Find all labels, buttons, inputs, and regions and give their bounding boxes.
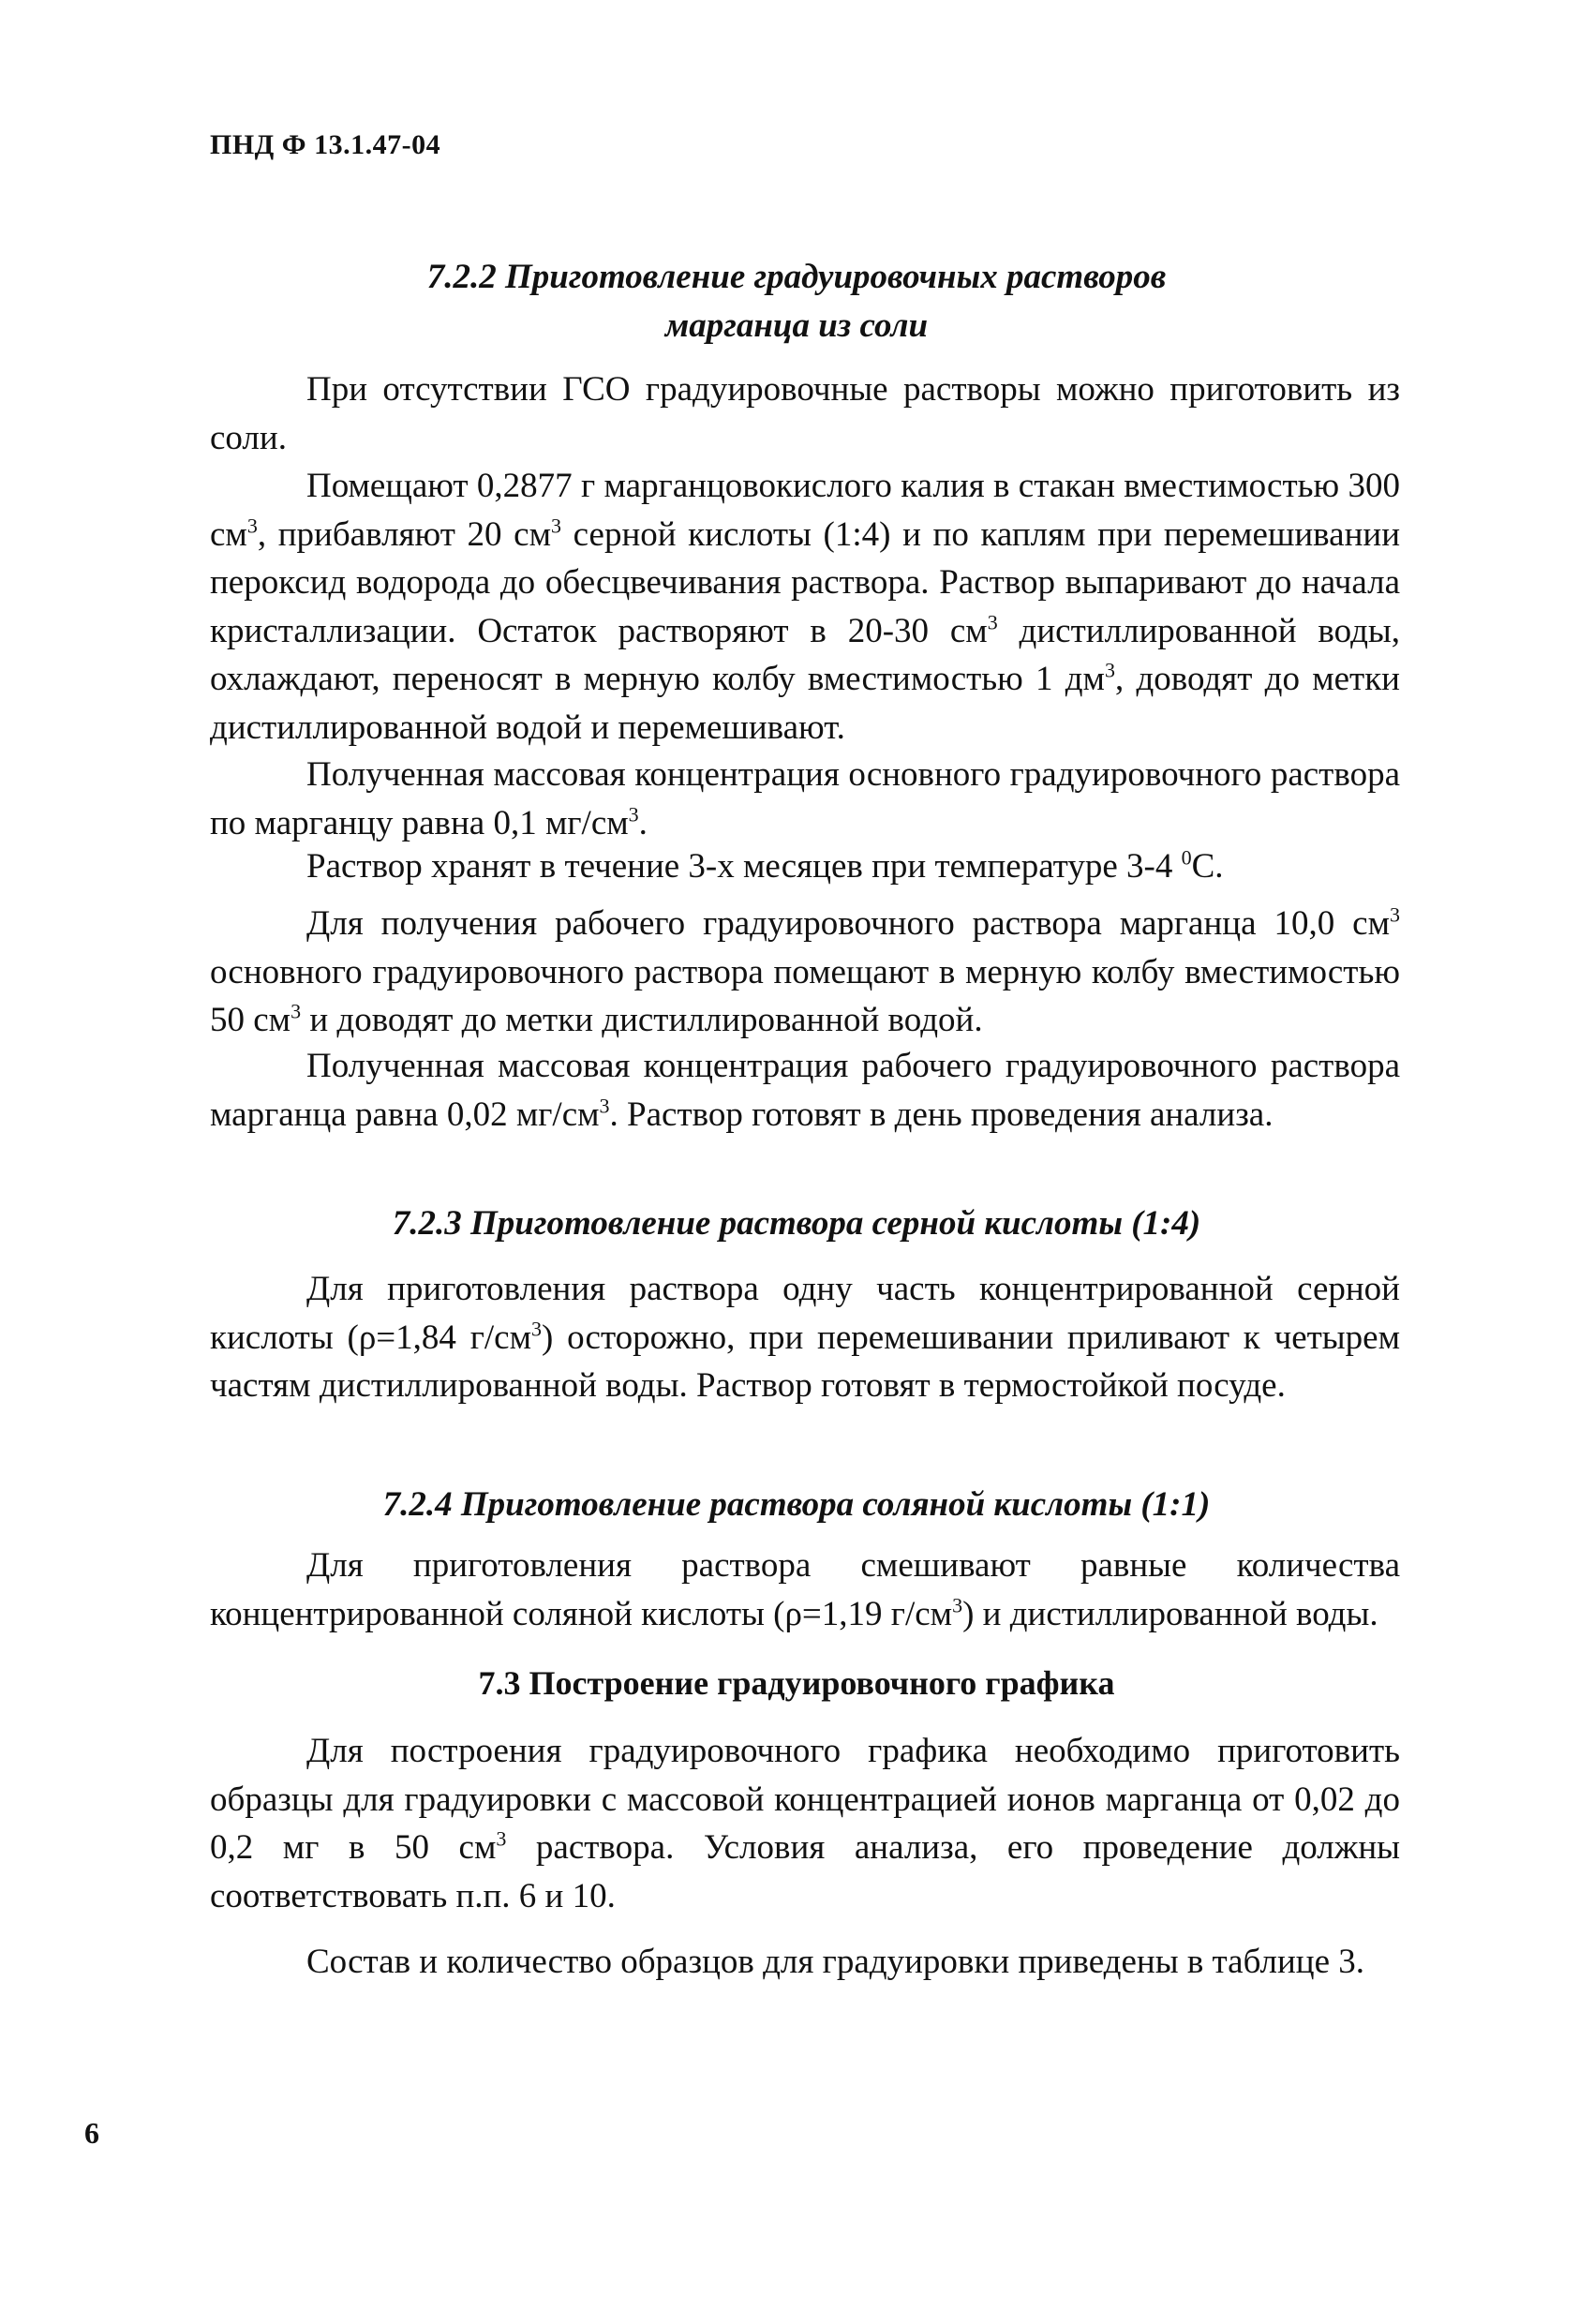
heading-line: 7.2.2 Приготовление градуировочных растворов xyxy=(426,258,1167,296)
heading-line: марганца из соли xyxy=(664,306,929,345)
section-heading-7-2-3: 7.2.3 Приготовление раствора серной кислоты (1:4) xyxy=(392,1204,1201,1243)
paragraph: Для получения рабочего градуировочного раствора марганца 10,0 $см^3$ основного градуировочного раствора помещают в мерную колбу вместимостью 50 $см^3$ и доводят до метки дистиллированной водой. xyxy=(210,902,1400,1039)
paragraph: Полученная массовая концентрация основного градуировочного раствора по марганцу равна 0,1 $мг/см^3$. xyxy=(210,755,1400,842)
paragraph: Для приготовления раствора одну часть концентрированной серной кислоты (ρ=1,84 $г/см^3$) осторожно, при перемешивании приливают к четырем частям дистиллированной воды. Раствор готовят в термостойкой посуде. xyxy=(210,1270,1400,1405)
section-heading-7-2-2 xyxy=(187,253,1406,350)
document-code: ПНД Ф 13.1.47-04 xyxy=(210,129,441,160)
paragraph: Полученная массовая концентрация рабочего градуировочного раствора марганца равна 0,02 $мг/см^3$. Раствор готовят в день проведения анализа. xyxy=(210,1047,1400,1134)
paragraph: Помещают 0,2877 г марганцовокислого калия в стакан вместимостью 300 $см^3$, прибавляют 20 $см^3$ серной кислоты (1:4) и по каплям при перемешивании пероксид водорода до обесцвечивания раствора. Раствор выпаривают до начала кристаллизации. Остаток растворяют в 20-30 $см^3$ дистиллированной воды, охлаждают, переносят в мерную колбу вместимостью 1 $дм^3$, доводят до метки дистиллированной водой и перемешивают. xyxy=(210,467,1401,747)
paragraph: При отсутствии ГСО градуировочные растворы можно приготовить из соли. xyxy=(210,370,1400,457)
section-heading-7-3: 7.3 Построение градуировочного графика xyxy=(478,1664,1115,1702)
page-number: 6 xyxy=(84,2116,99,2150)
section-heading-7-2-4: 7.2.4 Приготовление раствора соляной кислоты (1:1) xyxy=(382,1485,1211,1524)
paragraph: Раствор хранят в течение 3-х месяцев при температуре 3-4 $^0$С. xyxy=(306,845,1224,886)
paragraph: Состав и количество образцов для градуировки приведены в таблице 3. xyxy=(306,1943,1364,1981)
paragraph: Для приготовления раствора смешивают равные количества концентрированной соляной кислоты (ρ=1,19 $г/см^3$) и дистиллированной воды. xyxy=(210,1546,1400,1633)
paragraph: Для построения градуировочного графика необходимо приготовить образцы для градуировки с массовой концентрацией ионов марганца от 0,02 до 0,2 мг в 50 $см^3$ раствора. Условия анализа, его проведение должны соответствовать п.п. 6 и 10. xyxy=(210,1732,1400,1915)
